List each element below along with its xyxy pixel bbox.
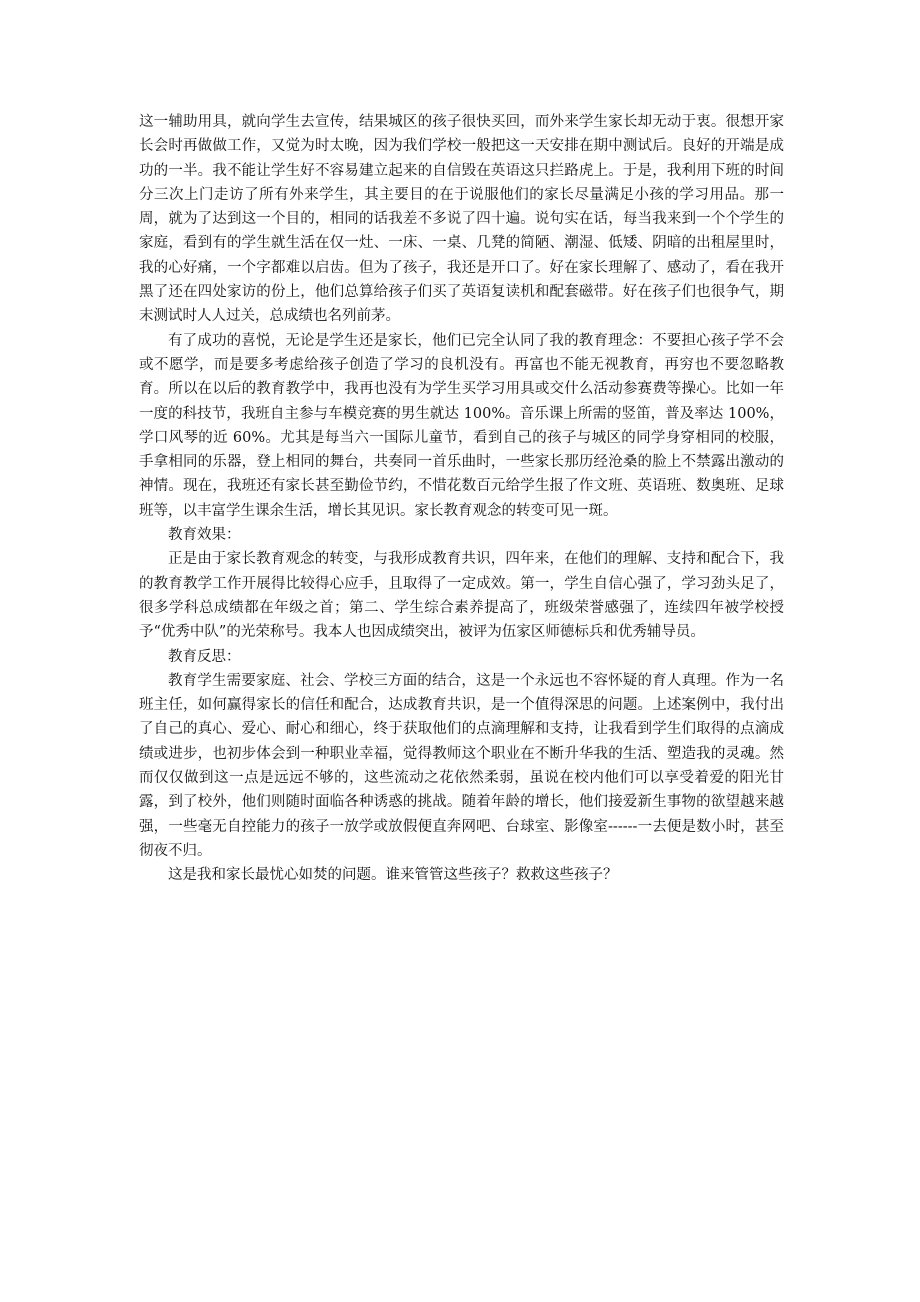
section-heading-reflection: 教育反思：: [168, 648, 241, 665]
paragraph-3: 正是由于家长教育观念的转变，与我形成教育共识，四年来，在他们的理解、支持和配合下，我的教育教学工作开展得比较得心应手，且取得了一定成效。第一，学生自信心强了，学习劲头足了，很多学科总成绩都在年级之首；第二、学生综合素养提高了，班级荣誉感强了，连续四年被学校授予“优秀中队”的光荣称号。我本人也因成绩突出，被评为伍家区师德标兵和优秀辅导员。: [139, 551, 784, 641]
paragraph-5: 这是我和家长最忧心如焚的问题。谁来管管这些孩子？救救这些孩子？: [168, 867, 618, 884]
paragraph-4: 教育学生需要家庭、社会、学校三方面的结合，这是一个永远也不容怀疑的育人真理。作为一名班主任，如何赢得家长的信任和配合，达成教育共识，是一个值得深思的问题。上述案例中，我付出了自己的真心、爱心、耐心和细心，终于获取他们的点滴理解和支持，让我看到学生们取得的点滴成绩或进步，也初步体会到一种职业幸福，觉得教师这个职业在不断升华我的生活、塑造我的灵魂。然而仅仅做到这一点是远远不够的，这些流动之花依然柔弱，虽说在校内他们可以享受着爱的阳光甘露，到了校外，他们则随时面临各种诱惑的挑战。随着年龄的增长，他们接爱新生事物的欲望越来越强，一些毫无自控能力的孩子一放学或放假便直奔网吧、台球室、影像室------一去便是数小时，甚至彻夜不归。: [139, 672, 784, 859]
document-body: [139, 110, 784, 888]
paragraph-1: 这一辅助用具，就向学生去宣传，结果城区的孩子很快买回，而外来学生家长却无动于衷。很想开家长会时再做做工作，又觉为时太晚，因为我们学校一般把这一天安排在期中测试后。良好的开端是成功的一半。我不能让学生好不容易建立起来的自信毁在英语这只拦路虎上。于是，我利用下班的时间分三次上门走访了所有外来学生，其主要目的在于说服他们的家长尽量满足小孩的学习用品。那一周，就为了达到这一个目的，相同的话我差不多说了四十遍。说句实在话，每当我来到一个个学生的家庭，看到有的学生就生活在仅一灶、一床、一桌、几凳的简陋、潮湿、低矮、阴暗的出租屋里时，我的心好痛，一个字都难以启齿。但为了孩子，我还是开口了。好在家长理解了、感动了，看在我开黑了还在四处家访的份上，他们总算给孩子们买了英语复读机和配套磁带。好在孩子们也很争气，期末测试时人人过关，总成绩也名列前茅。: [139, 114, 784, 325]
section-heading-effect: 教育效果：: [168, 527, 241, 544]
paragraph-2: 有了成功的喜悦，无论是学生还是家长，他们已完全认同了我的教育理念：不要担心孩子学不会或不愿学，而是要多考虑给孩子创造了学习的良机没有。再富也不能无视教育，再穷也不要忽略教育。所以在以后的教育教学中，我再也没有为学生买学习用具或交什么活动参赛费等操心。比如一年一度的科技节，我班自主参与车模竞赛的男生就达 100%。音乐课上所需的竖笛，普及率达 100%，学口风琴的近 60%。尤其是每当六一国际儿童节，看到自己的孩子与城区的同学身穿相同的校服，手拿相同的乐器，登上相同的舞台，共奏同一首乐曲时，一些家长那历经沧桑的脸上不禁露出激动的神情。现在，我班还有家长甚至勤俭节约，不惜花数百元给学生报了作文班、英语班、数奥班、足球班等，以丰富学生课余生活，增长其见识。家长教育观念的转变可见一斑。: [139, 332, 784, 519]
